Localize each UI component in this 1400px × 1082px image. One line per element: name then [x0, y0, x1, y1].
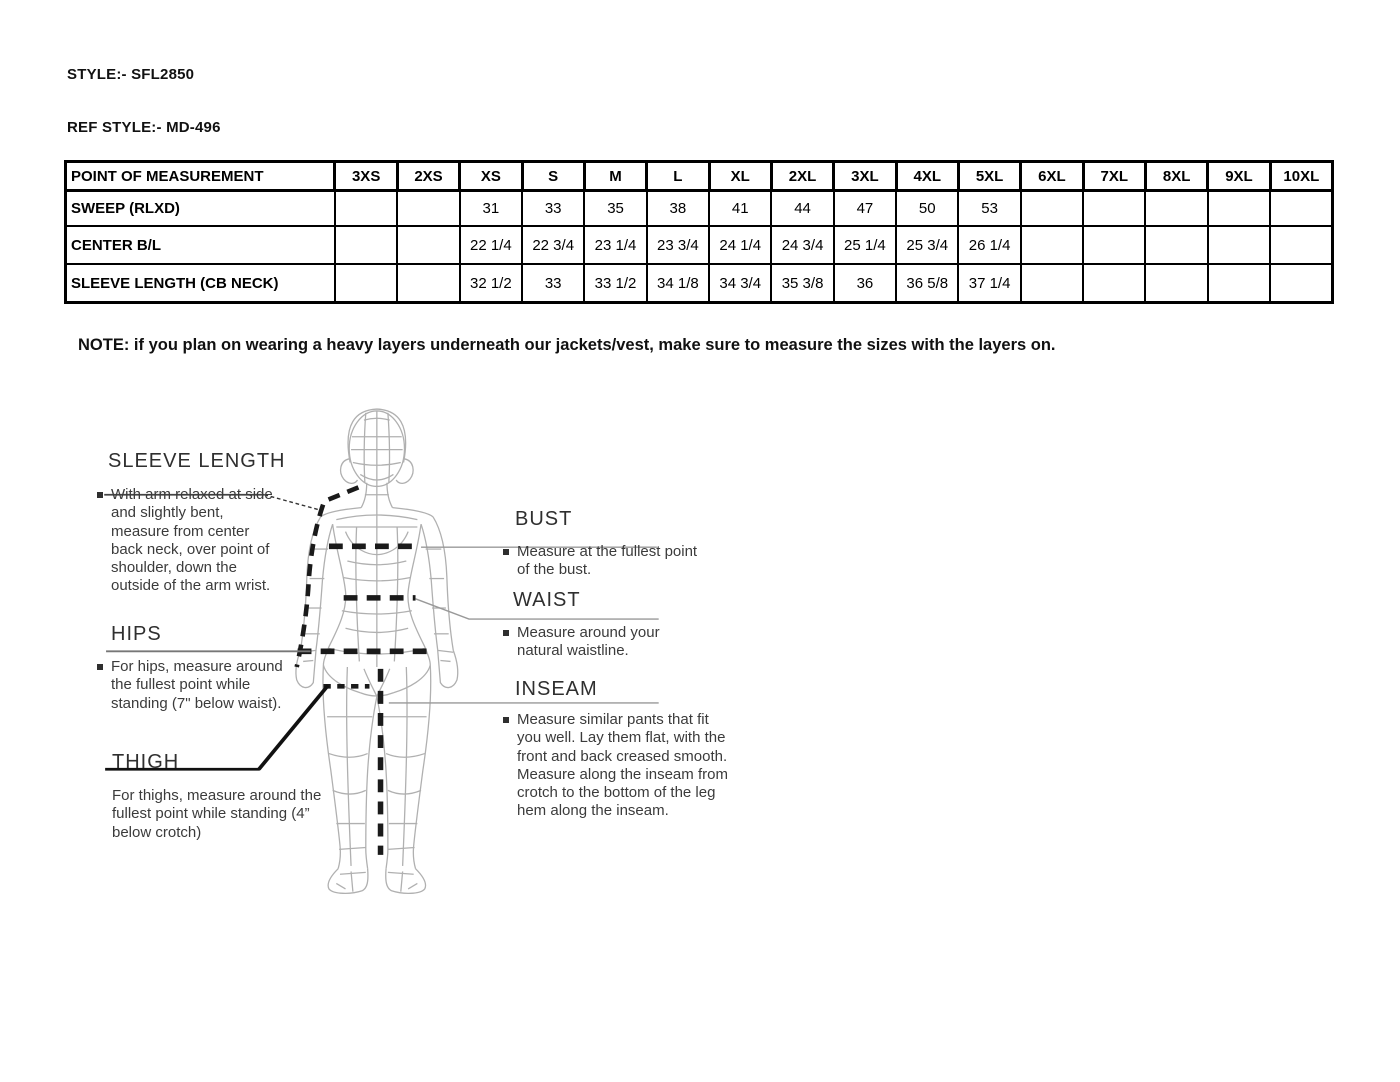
measurement-cell: 26 1/4 — [958, 226, 1020, 264]
measurement-cell: 22 1/4 — [460, 226, 522, 264]
waist-description: Measure around your natural waistline. — [503, 624, 699, 661]
size-table — [64, 160, 1334, 304]
measurement-cell: 34 1/8 — [647, 264, 709, 303]
bullet-icon — [97, 664, 103, 670]
column-header-size: 3XS — [335, 162, 397, 191]
thigh-title: THIGH — [112, 751, 180, 773]
measurement-cell: 34 3/4 — [709, 264, 771, 303]
measurement-cell: 25 1/4 — [834, 226, 896, 264]
measurement-cell: 41 — [709, 191, 771, 227]
measurement-cell — [1208, 264, 1270, 303]
column-header-size: 8XL — [1145, 162, 1207, 191]
measurement-cell — [1270, 226, 1332, 264]
measurement-cell — [397, 264, 459, 303]
column-header-size: 2XL — [771, 162, 833, 191]
measurement-cell — [1145, 226, 1207, 264]
column-header-size: 4XL — [896, 162, 958, 191]
column-header-size: XL — [709, 162, 771, 191]
bullet-icon — [503, 630, 509, 636]
measurement-cell — [1021, 264, 1083, 303]
column-header-point-of-measurement: POINT OF MEASUREMENT — [66, 162, 335, 191]
column-header-size: 3XL — [834, 162, 896, 191]
measurement-cell: 36 5/8 — [896, 264, 958, 303]
measurement-cell — [1270, 264, 1332, 303]
measurement-cell — [1208, 226, 1270, 264]
column-header-size: 5XL — [958, 162, 1020, 191]
column-header-size: 7XL — [1083, 162, 1145, 191]
measurement-cell: 50 — [896, 191, 958, 227]
measurement-cell — [397, 226, 459, 264]
measurement-cell: 44 — [771, 191, 833, 227]
measurement-cell: 25 3/4 — [896, 226, 958, 264]
measurement-cell — [335, 264, 397, 303]
table-row — [66, 226, 1333, 264]
column-header-size: 6XL — [1021, 162, 1083, 191]
measurement-cell — [1083, 191, 1145, 227]
measurement-cell — [1083, 264, 1145, 303]
ref-style-heading: REF STYLE:- MD-496 — [67, 119, 221, 136]
table-row — [66, 264, 1333, 303]
row-label: CENTER B/L — [66, 226, 335, 264]
measurement-cell: 53 — [958, 191, 1020, 227]
sleeve-length-description: With arm relaxed at side and slightly bent, measure from center back neck, over point of shoulder, down the outside of the arm wrist. — [97, 486, 279, 596]
measurement-cell: 31 — [460, 191, 522, 227]
measurement-cell — [335, 191, 397, 227]
measurement-cell — [397, 191, 459, 227]
measurement-cell: 23 3/4 — [647, 226, 709, 264]
row-label: SWEEP (RLXD) — [66, 191, 335, 227]
measurement-cell — [1208, 191, 1270, 227]
measurement-cell — [1021, 191, 1083, 227]
column-header-size: L — [647, 162, 709, 191]
measurement-cell: 47 — [834, 191, 896, 227]
note-text: NOTE: if you plan on wearing a heavy layers underneath our jackets/vest, make sure to measure the sizes with the layers on. — [78, 336, 1056, 354]
style-heading: STYLE:- SFL2850 — [67, 66, 195, 83]
measurement-cell: 33 1/2 — [584, 264, 646, 303]
table-header-row — [66, 162, 1333, 191]
column-header-size: M — [584, 162, 646, 191]
waist-title: WAIST — [513, 589, 581, 611]
measurement-cell — [1083, 226, 1145, 264]
column-header-size: 2XS — [397, 162, 459, 191]
bullet-icon — [503, 549, 509, 555]
measurement-cell: 38 — [647, 191, 709, 227]
measurement-cell: 32 1/2 — [460, 264, 522, 303]
column-header-size: XS — [460, 162, 522, 191]
row-label: SLEEVE LENGTH (CB NECK) — [66, 264, 335, 303]
bullet-icon — [503, 717, 509, 723]
hips-title: HIPS — [111, 623, 162, 645]
sleeve-measure-line — [297, 487, 359, 667]
measurement-cell: 22 3/4 — [522, 226, 584, 264]
table-row — [66, 191, 1333, 227]
measurement-cell: 33 — [522, 264, 584, 303]
inseam-description: Measure similar pants that fit you well. Lay them flat, with the front and back creased smooth. Measure along the inseam from crotch to the bottom of the leg hem along the inseam. — [503, 711, 732, 821]
inseam-title: INSEAM — [515, 678, 598, 700]
hips-description: For hips, measure around the fullest point while standing (7" below waist). — [97, 658, 289, 713]
measurement-cell: 35 — [584, 191, 646, 227]
column-header-size: S — [522, 162, 584, 191]
bust-title: BUST — [515, 508, 573, 530]
column-header-size: 9XL — [1208, 162, 1270, 191]
measurement-cell: 24 1/4 — [709, 226, 771, 264]
measurement-cell: 37 1/4 — [958, 264, 1020, 303]
measurement-cell — [1145, 191, 1207, 227]
measurement-cell: 23 1/4 — [584, 226, 646, 264]
sleeve-length-title: SLEEVE LENGTH — [108, 450, 286, 472]
measurement-cell — [1145, 264, 1207, 303]
bust-description: Measure at the fullest point of the bust. — [503, 543, 699, 580]
column-header-size: 10XL — [1270, 162, 1332, 191]
thigh-description: For thighs, measure around the fullest point while standing (4” below crotch) — [112, 787, 322, 841]
measurement-cell — [1021, 226, 1083, 264]
measurement-cell — [1270, 191, 1332, 227]
size-table-grid — [64, 160, 1334, 304]
measurement-cell: 36 — [834, 264, 896, 303]
measurement-cell: 35 3/8 — [771, 264, 833, 303]
measurement-cell: 33 — [522, 191, 584, 227]
bullet-icon — [97, 492, 103, 498]
measurement-cell: 24 3/4 — [771, 226, 833, 264]
measurement-cell — [335, 226, 397, 264]
